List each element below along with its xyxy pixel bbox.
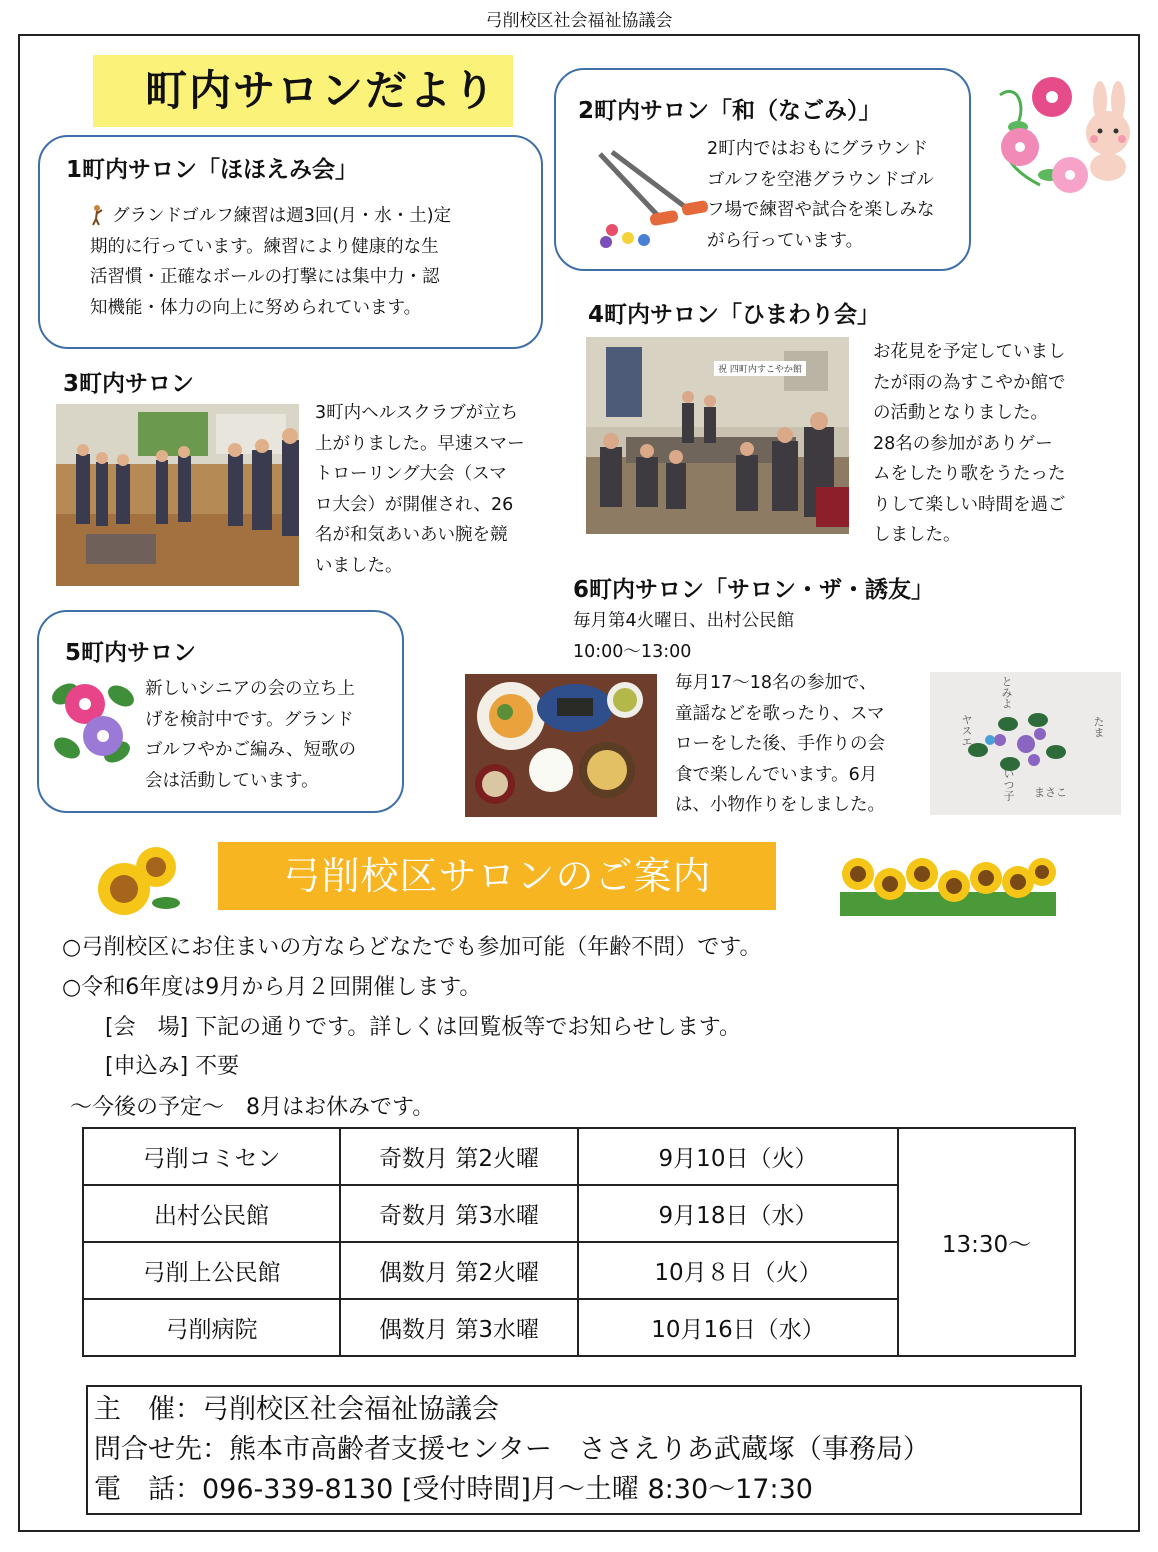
salon-1-line: 知機能・体力の向上に努められています。 [90,297,422,318]
salon-4-line: ムをしたり歌をうたった [873,464,1066,484]
salon-1-box [38,135,543,349]
contact-footer [86,1385,1082,1515]
salon-2-line: フ場で練習や試合を楽しみな [707,200,935,220]
gateball-mallet-icon [592,150,712,250]
salon-6-line: 童謡などを歌ったり、スマ [675,703,885,724]
salon-3-line: 上がりました。早速スマー [315,433,525,454]
footer-organizer: 主 催：弓削校区社会福祉協議会 [94,1394,499,1425]
salon-4-line: お花見を予定していまし [873,342,1066,362]
salon-3-line: ロ大会）が開催され、26 [315,494,514,515]
craft-name-label: たま [1092,716,1105,738]
venue-cell: 弓削病院 [83,1299,340,1356]
salon-2-line: がら行っています。 [707,230,864,251]
salon-4-line: たが雨の為すこやか館で [873,372,1066,393]
newsletter-title: 町内サロンだより [93,55,513,127]
date-cell: 10月16日（水） [578,1299,898,1356]
guide-line: ○弓削校区にお住まいの方ならどなたでも参加可能（年齢不問）です。 [62,935,762,960]
schedule-table [82,1127,1076,1357]
salon-4-photo [586,337,849,534]
date-cell: 9月10日（火） [578,1128,898,1185]
salon-5-body [145,674,401,796]
venue-cell: 弓削コミセン [83,1128,340,1185]
salon-3-photo [56,404,299,586]
salon-5-line: 会は活動しています。 [145,770,319,791]
salon-1-line: 活習慣・正確なボールの打撃には集中力・認 [90,267,440,287]
salon-4-line: しました。 [873,525,961,545]
salon-2-line: 2町内ではおもにグラウンド [707,139,929,159]
guide-line: [会 場] 下記の通りです。詳しくは回覧板等でお知らせします。 [105,1015,741,1040]
salon-3-line: 3町内ヘルスクラブが立ち [315,403,519,423]
salon-5-box [37,610,404,813]
frequency-cell: 偶数月 第3水曜 [340,1299,578,1356]
venue-cell: 出村公民館 [83,1185,340,1242]
sunflower-icon [96,845,184,920]
table-row [83,1128,1075,1185]
morning-glory-rabbit-illustration [990,75,1138,195]
salon-3-line: いました。 [315,555,403,576]
time-cell: 13:30〜 [898,1128,1075,1356]
salon-2-heading: 2町内サロン「和（なごみ）」 [578,98,882,124]
salon-2-body [707,134,969,256]
guide-line: [申込み] 不要 [105,1054,240,1079]
salon-4-body [873,337,1105,551]
frequency-cell: 奇数月 第3水曜 [340,1185,578,1242]
footer-contact: 問合せ先：熊本市高齢者支援センター ささえりあ武蔵塚（事務局） [94,1434,930,1465]
salon-2-box [554,68,971,271]
footer-phone: 電 話：096-339-8130 [受付時間]月〜土曜 8:30〜17:30 [94,1474,813,1505]
salon-guide-banner: 弓削校区サロンのご案内 [218,842,776,910]
header-organization: 弓削校区社会福祉協議会 [485,11,673,31]
salon-5-heading: 5町内サロン [65,640,197,666]
salon-6-line: 食で楽しんでいます。6月 [675,764,878,785]
craft-name-label: ヤスエ [960,714,973,747]
craft-name-label: とみよ [1000,676,1013,709]
salon-5-line: 新しいシニアの会の立ち上 [145,679,355,699]
salon-1-line: 期的に行っています。練習により健康的な生 [90,236,439,257]
golfer-icon [88,204,106,226]
craft-name-label: いつ子 [1002,768,1015,801]
salon-1-heading: 1町内サロン「ほほえみ会」 [66,157,359,183]
salon-5-line: げを検討中です。グランド [145,709,354,730]
salon-6-line: 毎月17〜18名の参加で、 [675,673,877,693]
frequency-cell: 偶数月 第2火曜 [340,1242,578,1299]
salon-4-hall-banner: 祝 四町内すこやか館 [714,361,806,376]
salon-4-line: 28名の参加がありゲー [873,433,1053,454]
salon-5-line: ゴルフやかご編み、短歌の [145,740,357,760]
salon-2-line: ゴルフを空港グラウンドゴル [707,169,934,190]
salon-6-time: 10:00〜13:00 [573,642,692,662]
salon-4-line: の活動となりました。 [873,403,1048,423]
salon-6-meal-photo [465,674,657,817]
craft-name-label: まさこ [1034,786,1067,799]
salon-6-schedule: 毎月第4火曜日、出村公民館 [573,611,795,631]
frequency-cell: 奇数月 第2火曜 [340,1128,578,1185]
salon-3-body [315,398,560,581]
salon-4-line: りして楽しい時間を過ご [873,494,1066,515]
salon-6-line: は、小物作りをしました。 [675,795,885,815]
sunflower-row-icon [840,852,1056,916]
salon-1-line: グランドゴルフ練習は週3回(月・水・土)定 [112,206,452,226]
salon-3-heading: 3町内サロン [63,371,195,397]
date-cell: 9月18日（水） [578,1185,898,1242]
salon-3-line: トローリング大会（スマ [315,464,507,484]
salon-6-body [675,668,925,821]
morning-glory-icon [47,674,139,768]
salon-6-heading: 6町内サロン「サロン・ザ・誘友」 [573,577,935,603]
guide-line: 〜今後の予定〜 8月はお休みです。 [70,1095,435,1120]
salon-3-line: 名が和気あいあい腕を競 [315,525,508,545]
salon-4-heading: 4町内サロン「ひまわり会」 [588,302,881,328]
venue-cell: 弓削上公民館 [83,1242,340,1299]
salon-6-line: ローをした後、手作りの会 [675,734,885,754]
guide-line: ○令和6年度は9月から月２回開催します。 [62,975,482,1000]
salon-1-body [90,201,530,323]
salon-6-craft-photo [930,672,1121,815]
date-cell: 10月８日（火） [578,1242,898,1299]
